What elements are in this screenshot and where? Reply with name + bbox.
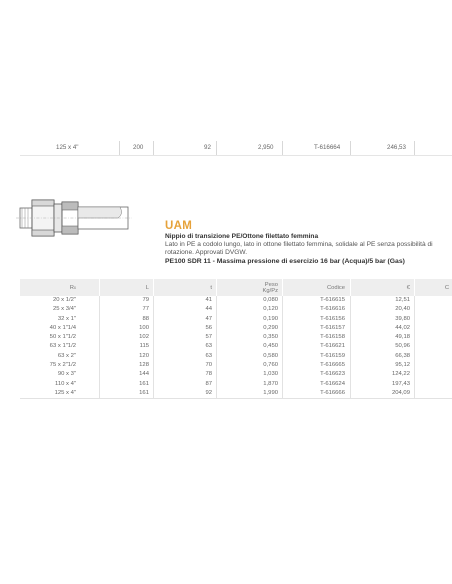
column-divider (282, 342, 283, 351)
header-dimension-subscript: x (73, 285, 76, 290)
column-divider (414, 352, 415, 361)
column-divider (414, 296, 415, 305)
cell-weight: 0,190 (263, 315, 278, 322)
column-divider (216, 315, 217, 324)
column-divider (282, 141, 283, 155)
cell-thickness: 87 (205, 380, 212, 387)
cell-dimension: 32 x 1" (57, 315, 76, 322)
cell-price: 12,51 (395, 297, 410, 303)
cell-length: 100 (139, 324, 149, 331)
table-row (20, 305, 452, 314)
cell-length: 144 (139, 371, 149, 378)
column-divider (350, 141, 351, 155)
previous-table-row (20, 139, 452, 155)
column-divider (350, 296, 351, 305)
column-divider (153, 305, 154, 314)
column-divider (414, 380, 415, 389)
table-row (20, 380, 452, 389)
column-divider (99, 380, 100, 389)
table-row (20, 333, 452, 342)
cell-thickness: 41 (205, 297, 212, 303)
cell-thickness: 78 (205, 371, 212, 378)
table-row (20, 296, 452, 305)
cell-dimension: 90 x 3" (57, 371, 76, 378)
cell-price: 20,40 (395, 306, 410, 313)
cell-weight: 0,580 (263, 352, 278, 359)
column-divider (153, 324, 154, 333)
cell-code: T-616156 (320, 315, 345, 322)
cell-length: 88 (142, 315, 149, 322)
cell-code: T-616623 (320, 371, 345, 378)
column-divider (350, 361, 351, 370)
product-name: UAM (165, 220, 193, 232)
cell-code: T-616665 (320, 362, 345, 369)
column-divider (99, 352, 100, 361)
cell-weight: 0,080 (263, 297, 278, 303)
column-divider (153, 370, 154, 379)
column-divider (216, 380, 217, 389)
table-row (20, 342, 452, 351)
table-body (20, 296, 452, 398)
column-divider (153, 296, 154, 305)
column-divider (153, 361, 154, 370)
column-divider (282, 361, 283, 370)
header-dimension (20, 279, 76, 296)
cell-price: 124,22 (391, 371, 410, 378)
cell-code: T-616624 (320, 380, 345, 387)
header-weight-line1: Peso (264, 281, 278, 288)
cell-thickness: 57 (205, 334, 212, 341)
table-header (20, 279, 452, 296)
column-divider (99, 324, 100, 333)
cell-code: T-616666 (320, 389, 345, 396)
column-divider (282, 352, 283, 361)
row-code: T-616664 (314, 144, 341, 151)
column-divider (99, 361, 100, 370)
column-divider (99, 342, 100, 351)
column-divider (282, 296, 283, 305)
product-table (20, 279, 452, 398)
column-divider (414, 370, 415, 379)
column-divider (350, 389, 351, 398)
table-row (20, 370, 452, 379)
column-divider (350, 380, 351, 389)
header-weight-line2: Kg/Pz (262, 287, 278, 294)
cell-weight: 0,760 (263, 362, 278, 369)
column-divider (350, 324, 351, 333)
cell-weight: 0,350 (263, 334, 278, 341)
cell-price: 49,18 (395, 334, 410, 341)
cell-length: 79 (142, 297, 149, 303)
header-extra: C (444, 284, 449, 291)
column-divider (350, 305, 351, 314)
cell-length: 120 (139, 352, 149, 359)
column-divider (153, 380, 154, 389)
column-divider (282, 315, 283, 324)
column-divider (414, 141, 415, 155)
table-bottom-rule (20, 398, 452, 399)
column-divider (153, 342, 154, 351)
cell-price: 50,96 (395, 343, 410, 350)
column-divider (282, 389, 283, 398)
column-divider (282, 333, 283, 342)
header-code: Codice (326, 284, 345, 291)
table-row (20, 324, 452, 333)
cell-thickness: 63 (205, 343, 212, 350)
cell-code: T-616616 (320, 306, 345, 313)
column-divider (216, 324, 217, 333)
cell-thickness: 44 (205, 306, 212, 313)
column-divider (153, 141, 154, 155)
column-divider (216, 141, 217, 155)
column-divider (99, 370, 100, 379)
header-weight (217, 279, 278, 296)
cell-price: 66,38 (395, 352, 410, 359)
column-divider (414, 342, 415, 351)
column-divider (99, 305, 100, 314)
column-divider (99, 333, 100, 342)
cell-code: T-616159 (320, 352, 345, 359)
product-subtitle: Nippio di transizione PE/Ottone filettato femmina (165, 233, 319, 240)
cell-weight: 0,450 (263, 343, 278, 350)
column-divider (350, 333, 351, 342)
header-length: L (145, 284, 149, 291)
cell-thickness: 92 (205, 389, 212, 396)
column-divider (414, 333, 415, 342)
cell-code: T-616615 (320, 297, 345, 303)
column-divider (153, 389, 154, 398)
cell-thickness: 63 (205, 352, 212, 359)
header-dimension-label: R (69, 284, 74, 291)
column-divider (99, 315, 100, 324)
cell-code: T-616157 (320, 324, 345, 331)
column-divider (216, 361, 217, 370)
cell-dimension: 110 x 4" (55, 380, 76, 387)
cell-weight: 0,120 (263, 306, 278, 313)
pe-brass-female-adapter-drawing (14, 190, 134, 246)
product-description: Lato in PE a codolo lungo, lato in ottone filettato femmina, solidale al PE senza possibilità di rotazione. Approvati DVGW. (165, 241, 433, 257)
cell-price: 95,12 (395, 362, 410, 369)
table-row (20, 389, 452, 398)
row-rule (20, 155, 452, 156)
cell-weight: 1,990 (263, 389, 278, 396)
column-divider (119, 141, 120, 155)
cell-dimension: 40 x 1"1/4 (49, 324, 76, 331)
column-divider (216, 352, 217, 361)
column-divider (216, 342, 217, 351)
column-divider (282, 380, 283, 389)
product-pressure-rating: PE100 SDR 11 - Massima pressione di esercizio 16 bar (Acqua)/5 bar (Gas) (165, 257, 405, 265)
column-divider (350, 370, 351, 379)
column-divider (216, 389, 217, 398)
row-weight: 2,950 (258, 144, 274, 151)
column-divider (153, 315, 154, 324)
column-divider (414, 361, 415, 370)
cell-dimension: 125 x 4" (54, 389, 76, 396)
cell-dimension: 63 x 2" (57, 352, 76, 359)
column-divider (216, 370, 217, 379)
column-divider (414, 389, 415, 398)
cell-length: 115 (139, 343, 149, 350)
header-thickness: t (210, 284, 212, 291)
cell-thickness: 70 (205, 362, 212, 369)
column-divider (153, 333, 154, 342)
column-divider (282, 370, 283, 379)
column-divider (153, 352, 154, 361)
table-row (20, 315, 452, 324)
column-divider (414, 315, 415, 324)
column-divider (216, 305, 217, 314)
cell-thickness: 56 (205, 324, 212, 331)
cell-thickness: 47 (205, 315, 212, 322)
cell-price: 204,09 (391, 389, 410, 396)
cell-length: 77 (142, 306, 149, 313)
cell-length: 161 (139, 380, 149, 387)
column-divider (99, 296, 100, 305)
column-divider (414, 324, 415, 333)
table-row (20, 361, 452, 370)
column-divider (350, 352, 351, 361)
table-row (20, 352, 452, 361)
column-divider (350, 315, 351, 324)
row-length: 200 (133, 144, 144, 151)
cell-dimension: 20 x 1/2" (52, 297, 76, 303)
header-price: € (406, 284, 410, 291)
cell-price: 197,43 (391, 380, 410, 387)
cell-code: T-616158 (320, 334, 345, 341)
cell-dimension: 63 x 1"1/2 (49, 343, 76, 350)
row-thickness: 92 (204, 144, 211, 151)
row-dimension: 125 x 4" (56, 144, 79, 151)
cell-dimension: 75 x 2"1/2 (49, 362, 76, 369)
product-description-block (165, 233, 450, 266)
cell-weight: 1,870 (263, 380, 278, 387)
column-divider (350, 342, 351, 351)
cell-weight: 1,030 (263, 371, 278, 378)
cell-length: 102 (139, 334, 149, 341)
row-price: 246,53 (387, 144, 406, 151)
cell-code: T-616621 (320, 343, 345, 350)
cell-dimension: 25 x 3/4" (52, 306, 76, 313)
column-divider (216, 333, 217, 342)
cell-dimension: 50 x 1"1/2 (49, 334, 76, 341)
cell-price: 44,02 (395, 324, 410, 331)
column-divider (282, 305, 283, 314)
column-divider (282, 324, 283, 333)
cell-length: 128 (139, 362, 149, 369)
cell-weight: 0,290 (263, 324, 278, 331)
column-divider (99, 389, 100, 398)
cell-price: 39,80 (395, 315, 410, 322)
column-divider (216, 296, 217, 305)
column-divider (414, 305, 415, 314)
cell-length: 161 (139, 389, 149, 396)
